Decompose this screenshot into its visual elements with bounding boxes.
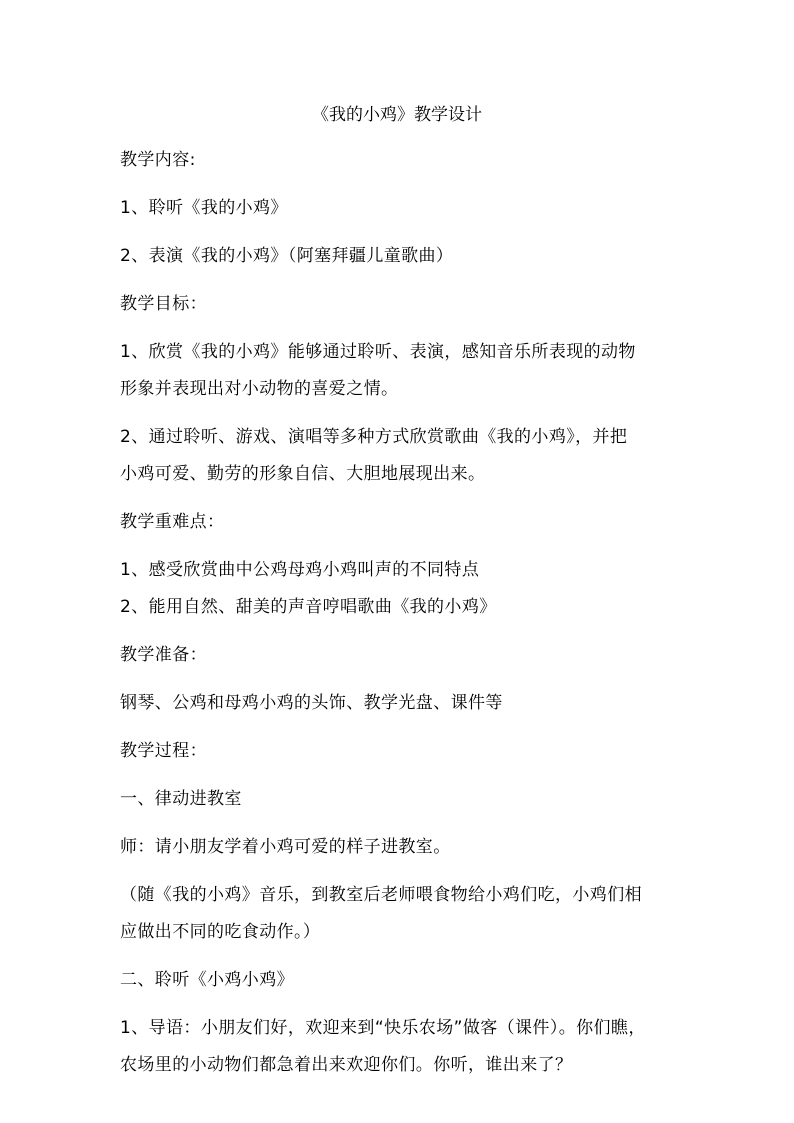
paragraph: 钢琴、公鸡和母鸡小鸡的头饰、教学光盘、课件等: [120, 693, 503, 713]
section-heading-content: 教学内容:: [120, 150, 196, 170]
paragraph: 小鸡可爱、勤劳的形象自信、大胆地展现出来。: [120, 464, 486, 484]
document-body: [120, 142, 680, 1084]
paragraph-gap: [120, 999, 680, 1010]
paragraph-gap: [120, 408, 680, 419]
paragraph-gap: [120, 674, 680, 685]
paragraph: 应做出不同的吃食动作。）: [120, 922, 321, 942]
paragraph: 1、导语：小朋友们好，欢迎来到“快乐农场”做客（课件）。你们瞧，: [120, 1018, 646, 1038]
paragraph: 2、通过聆听、游戏、演唱等多种方式欣赏歌曲《我的小鸡》，并把: [120, 427, 628, 447]
paragraph-gap: [120, 323, 680, 334]
paragraph: 1、感受欣赏曲中公鸡母鸡小鸡叫声的不同特点: [120, 560, 480, 580]
section-heading-goals: 教学目标：: [120, 294, 207, 314]
document-title: 《我的小鸡》教学设计: [312, 105, 482, 125]
paragraph-gap: [120, 541, 680, 552]
paragraph-gap: [120, 951, 680, 962]
paragraph-gap: [120, 179, 680, 190]
paragraph-gap: [120, 275, 680, 286]
paragraph-gap: [120, 227, 680, 238]
paragraph-gap: [120, 818, 680, 829]
paragraph-gap: [120, 722, 680, 733]
paragraph: 一、律动进教室: [120, 789, 242, 809]
paragraph: 农场里的小动物们都急着出来欢迎你们。你听，谁出来了？: [120, 1055, 573, 1075]
paragraph-gap: [120, 770, 680, 781]
paragraph: 形象并表现出对小动物的喜爱之情。: [120, 379, 399, 399]
section-heading-process: 教学过程：: [120, 741, 207, 761]
paragraph: 二、聆听《小鸡小鸡》: [120, 970, 294, 990]
paragraph: 2、能用自然、甜美的声音哼唱歌曲《我的小鸡》: [120, 597, 497, 617]
paragraph: 2、表演《我的小鸡》（阿塞拜疆儿童歌曲）: [120, 246, 454, 266]
paragraph-gap: [120, 626, 680, 637]
paragraph: （随《我的小鸡》音乐，到教室后老师喂食物给小鸡们吃，小鸡们相: [120, 885, 642, 905]
paragraph: 1、欣赏《我的小鸡》能够通过聆听、表演，感知音乐所表现的动物: [120, 342, 636, 362]
paragraph-gap: [120, 866, 680, 877]
section-heading-preparation: 教学准备：: [120, 645, 207, 665]
section-heading-key-points: 教学重难点：: [120, 512, 225, 532]
paragraph: 师：请小朋友学着小鸡可爱的样子进教室。: [120, 837, 451, 857]
paragraph: 1、聆听《我的小鸡》: [120, 198, 288, 218]
paragraph-gap: [120, 493, 680, 504]
